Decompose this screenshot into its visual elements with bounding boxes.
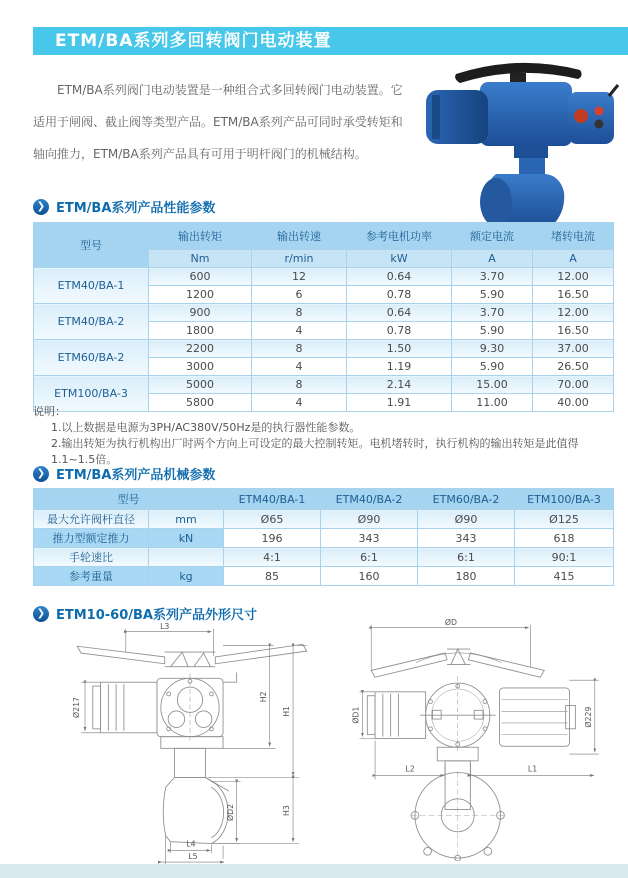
table-cell: 343 <box>418 529 515 548</box>
intro-line: 适用于闸阀、截止阀等类型产品。ETM/BA系列产品可同时承受转矩和 <box>33 115 403 129</box>
table-row <box>34 510 614 529</box>
table-cell: 5.90 <box>452 358 533 376</box>
table-row <box>34 548 614 567</box>
table-row <box>34 268 614 286</box>
table-cell: 16.50 <box>533 286 614 304</box>
unit-cell: A <box>533 250 614 268</box>
table-cell: Ø125 <box>515 510 614 529</box>
table-cell: 85 <box>224 567 321 586</box>
col-header-torque: 输出转矩 <box>149 223 252 250</box>
page-banner-title: ETM/BA系列多回转阀门电动装置 <box>33 27 628 55</box>
table-cell: 5000 <box>149 376 252 394</box>
table-cell: 8 <box>252 340 347 358</box>
col-header-model: 型号 <box>34 223 149 268</box>
row-unit: kN <box>149 529 224 548</box>
table-cell: 6:1 <box>321 548 418 567</box>
section-title: ETM/BA系列产品机械参数 <box>56 468 216 483</box>
table-cell: 1.19 <box>347 358 452 376</box>
unit-cell: r/min <box>252 250 347 268</box>
table-cell: 8 <box>252 376 347 394</box>
table-cell: 160 <box>321 567 418 586</box>
col-header-power: 参考电机功率 <box>347 223 452 250</box>
table-cell: 1.50 <box>347 340 452 358</box>
row-unit: kg <box>149 567 224 586</box>
dim-label-h3: H3 <box>282 805 292 816</box>
notes-label: 说明： <box>33 405 66 418</box>
table-cell: 90:1 <box>515 548 614 567</box>
table-cell: 12.00 <box>533 268 614 286</box>
table-row <box>34 567 614 586</box>
table-cell: 1800 <box>149 322 252 340</box>
table-cell: 1200 <box>149 286 252 304</box>
row-label: 推力型额定推力 <box>34 529 149 548</box>
table-cell: 4 <box>252 358 347 376</box>
table-cell: 70.00 <box>533 376 614 394</box>
note-line: 1.以上数据是电源为3PH/AC380V/50Hz是的执行器性能参数。 <box>51 421 361 434</box>
row-unit: mm <box>149 510 224 529</box>
col-header-speed: 输出转速 <box>252 223 347 250</box>
table-cell: 0.78 <box>347 322 452 340</box>
note-line: 2.输出转矩为执行机构出厂时两个方向上可设定的最大控制转矩。电机堵转时，执行机构的输出转矩是此值得1.1~1.5倍。 <box>51 437 579 466</box>
intro-line: 轴向推力，ETM/BA系列产品具有可用于明杆阀门的机械结构。 <box>33 147 367 161</box>
table-cell: 5800 <box>149 394 252 412</box>
dim-label-l4: L4 <box>186 839 196 849</box>
performance-table <box>33 222 614 412</box>
table-header-row <box>34 223 614 250</box>
table-cell: 1.91 <box>347 394 452 412</box>
col-header: ETM40/BA-2 <box>321 489 418 510</box>
table-cell: 180 <box>418 567 515 586</box>
table-cell: Ø65 <box>224 510 321 529</box>
row-unit <box>149 548 224 567</box>
section-title: ETM10-60/BA系列产品外形尺寸 <box>56 608 257 623</box>
dim-label-l2: L2 <box>405 764 415 774</box>
intro-line: ETM/BA系列阀门电动装置是一种组合式多回转阀门电动装置。它 <box>57 83 403 97</box>
table-cell: 6:1 <box>418 548 515 567</box>
dim-label-d1: ØD1 <box>352 706 361 724</box>
table-cell: 600 <box>149 268 252 286</box>
dim-label-l5: L5 <box>188 852 198 862</box>
notes-block <box>33 404 618 468</box>
unit-cell: A <box>452 250 533 268</box>
table-cell: 3.70 <box>452 304 533 322</box>
front-view-drawing <box>352 616 614 865</box>
table-cell: 3.70 <box>452 268 533 286</box>
table-cell: 16.50 <box>533 322 614 340</box>
unit-cell: Nm <box>149 250 252 268</box>
table-cell: 26.50 <box>533 358 614 376</box>
section-title: ETM/BA系列产品性能参数 <box>56 201 216 216</box>
table-cell: 4:1 <box>224 548 321 567</box>
table-cell: 415 <box>515 567 614 586</box>
model-cell: ETM100/BA-3 <box>34 376 149 412</box>
mechanical-table <box>33 488 614 586</box>
row-label: 最大允许阀杆直径 <box>34 510 149 529</box>
section-heading-mechanical <box>33 464 215 483</box>
table-cell: 900 <box>149 304 252 322</box>
table-cell: 11.00 <box>452 394 533 412</box>
table-cell: 2.14 <box>347 376 452 394</box>
col-header-model: 型号 <box>34 489 224 510</box>
section-arrow-icon: ❯ <box>33 466 49 482</box>
dim-label-h2: H2 <box>258 691 268 703</box>
col-header-rated-current: 额定电流 <box>452 223 533 250</box>
table-cell: 15.00 <box>452 376 533 394</box>
table-cell: Ø90 <box>418 510 515 529</box>
table-row <box>34 376 614 394</box>
table-cell: 196 <box>224 529 321 548</box>
table-row <box>34 304 614 322</box>
model-cell: ETM40/BA-1 <box>34 268 149 304</box>
intro-paragraph <box>33 74 428 170</box>
table-cell: 2200 <box>149 340 252 358</box>
table-cell: 0.64 <box>347 304 452 322</box>
model-cell: ETM60/BA-2 <box>34 340 149 376</box>
table-cell: 0.64 <box>347 268 452 286</box>
footer-bar <box>0 864 628 878</box>
table-cell: 40.00 <box>533 394 614 412</box>
table-cell: 6 <box>252 286 347 304</box>
dim-label-d: ØD <box>444 617 457 627</box>
dim-label-d2: ØD2 <box>225 803 235 822</box>
dim-label-d229: Ø229 <box>583 706 593 728</box>
table-cell: 3000 <box>149 358 252 376</box>
section-arrow-icon: ❯ <box>33 199 49 215</box>
row-label: 手轮速比 <box>34 548 149 567</box>
table-cell: 618 <box>515 529 614 548</box>
table-row <box>34 340 614 358</box>
dim-label-l1: L1 <box>527 764 538 774</box>
table-cell: 9.30 <box>452 340 533 358</box>
model-cell: ETM40/BA-2 <box>34 304 149 340</box>
table-cell: 5.90 <box>452 322 533 340</box>
table-cell: 4 <box>252 322 347 340</box>
table-cell: 5.90 <box>452 286 533 304</box>
table-cell: 12 <box>252 268 347 286</box>
dim-label-d217: Ø217 <box>72 697 82 718</box>
table-row <box>34 529 614 548</box>
table-cell: 12.00 <box>533 304 614 322</box>
col-header: ETM60/BA-2 <box>418 489 515 510</box>
table-cell: 4 <box>252 394 347 412</box>
dim-label-l3: L3 <box>160 621 170 631</box>
section-arrow-icon: ❯ <box>33 606 49 622</box>
dim-label-h1: H1 <box>282 705 292 717</box>
table-cell: 8 <box>252 304 347 322</box>
table-header-row <box>34 489 614 510</box>
section-heading-performance <box>33 197 215 216</box>
side-view-drawing <box>64 620 316 869</box>
table-cell: 343 <box>321 529 418 548</box>
table-cell: 37.00 <box>533 340 614 358</box>
product-photo <box>418 52 623 236</box>
col-header: ETM100/BA-3 <box>515 489 614 510</box>
table-cell: 0.78 <box>347 286 452 304</box>
row-label: 参考重量 <box>34 567 149 586</box>
unit-cell: kW <box>347 250 452 268</box>
table-cell: Ø90 <box>321 510 418 529</box>
col-header-stall-current: 堵转电流 <box>533 223 614 250</box>
col-header: ETM40/BA-1 <box>224 489 321 510</box>
